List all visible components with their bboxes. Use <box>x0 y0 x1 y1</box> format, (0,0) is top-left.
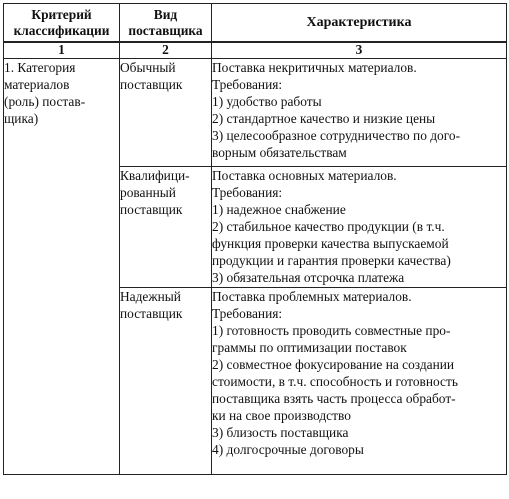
description-line: 3) целесообразное сотрудничество по дого- <box>212 128 461 143</box>
description-line: Требования: <box>212 306 283 321</box>
supplier-line: поставщик <box>120 306 183 321</box>
description-line: Поставка основных материалов. <box>212 168 397 183</box>
supplier-line: поставщик <box>120 77 183 92</box>
criterion-line: материалов <box>4 77 70 92</box>
supplier-cell <box>120 288 212 475</box>
description-line: стоимости, в т.ч. способность и готовность <box>212 374 458 389</box>
description-line: 2) совместное фокусирование на создании <box>212 357 455 372</box>
supplier-line: поставщик <box>120 202 183 217</box>
description-line: Требования: <box>212 77 283 92</box>
description-line: ворным обязательствам <box>212 145 347 160</box>
description-line: 1) надежное снабжение <box>212 202 346 217</box>
description-cell <box>212 288 507 475</box>
criterion-line: (роль) постав- <box>4 94 86 109</box>
criterion-cell <box>4 59 120 475</box>
supplier-line: рованный <box>120 185 176 200</box>
supplier-cell <box>120 59 212 167</box>
description-line: поставщика взять часть процесса обработ- <box>212 391 456 406</box>
header-supplier-type <box>120 4 212 43</box>
header-criterion-line: Критерий <box>31 6 92 22</box>
supplier-line: Надежный <box>120 289 181 304</box>
description-line: продукции и гарантия проверки качества) <box>212 253 451 268</box>
supplier-cell <box>120 167 212 288</box>
header-criterion <box>4 4 120 43</box>
description-line: 2) стабильное качество продукции (в т.ч. <box>212 219 445 234</box>
description-line: 3) близость поставщика <box>212 425 349 440</box>
table-row <box>4 59 507 167</box>
supplier-line: Обычный <box>120 60 176 75</box>
description-line: 2) стандартное качество и низкие цены <box>212 111 436 126</box>
column-number-row <box>4 42 507 59</box>
description-line: Требования: <box>212 185 283 200</box>
supplier-line: Квалифици- <box>120 168 190 183</box>
column-number: 1 <box>4 42 120 59</box>
criterion-line: щика) <box>4 111 39 126</box>
description-line: 4) долгосрочные договоры <box>212 442 364 457</box>
header-characteristic: Характеристика <box>212 4 507 43</box>
criterion-line: 1. Категория <box>4 60 76 75</box>
description-line: функция проверки качества выпускаемой <box>212 236 449 251</box>
description-cell <box>212 167 507 288</box>
header-supplier-type-line: поставщика <box>128 22 203 38</box>
description-cell <box>212 59 507 167</box>
description-line: 3) обязательная отсрочка платежа <box>212 270 405 285</box>
column-number: 3 <box>212 42 507 59</box>
column-number: 2 <box>120 42 212 59</box>
description-line: граммы по оптимизации поставок <box>212 340 407 355</box>
description-line: ки на свое производство <box>212 408 351 423</box>
description-line: 1) готовность проводить совместные про- <box>212 323 451 338</box>
header-row <box>4 4 507 43</box>
header-criterion-line: классификации <box>13 22 110 38</box>
description-line: Поставка проблемных материалов. <box>212 289 412 304</box>
classification-table <box>3 3 507 475</box>
description-line: Поставка некритичных материалов. <box>212 60 417 75</box>
header-supplier-type-line: Вид <box>153 6 178 22</box>
description-line: 1) удобство работы <box>212 94 322 109</box>
